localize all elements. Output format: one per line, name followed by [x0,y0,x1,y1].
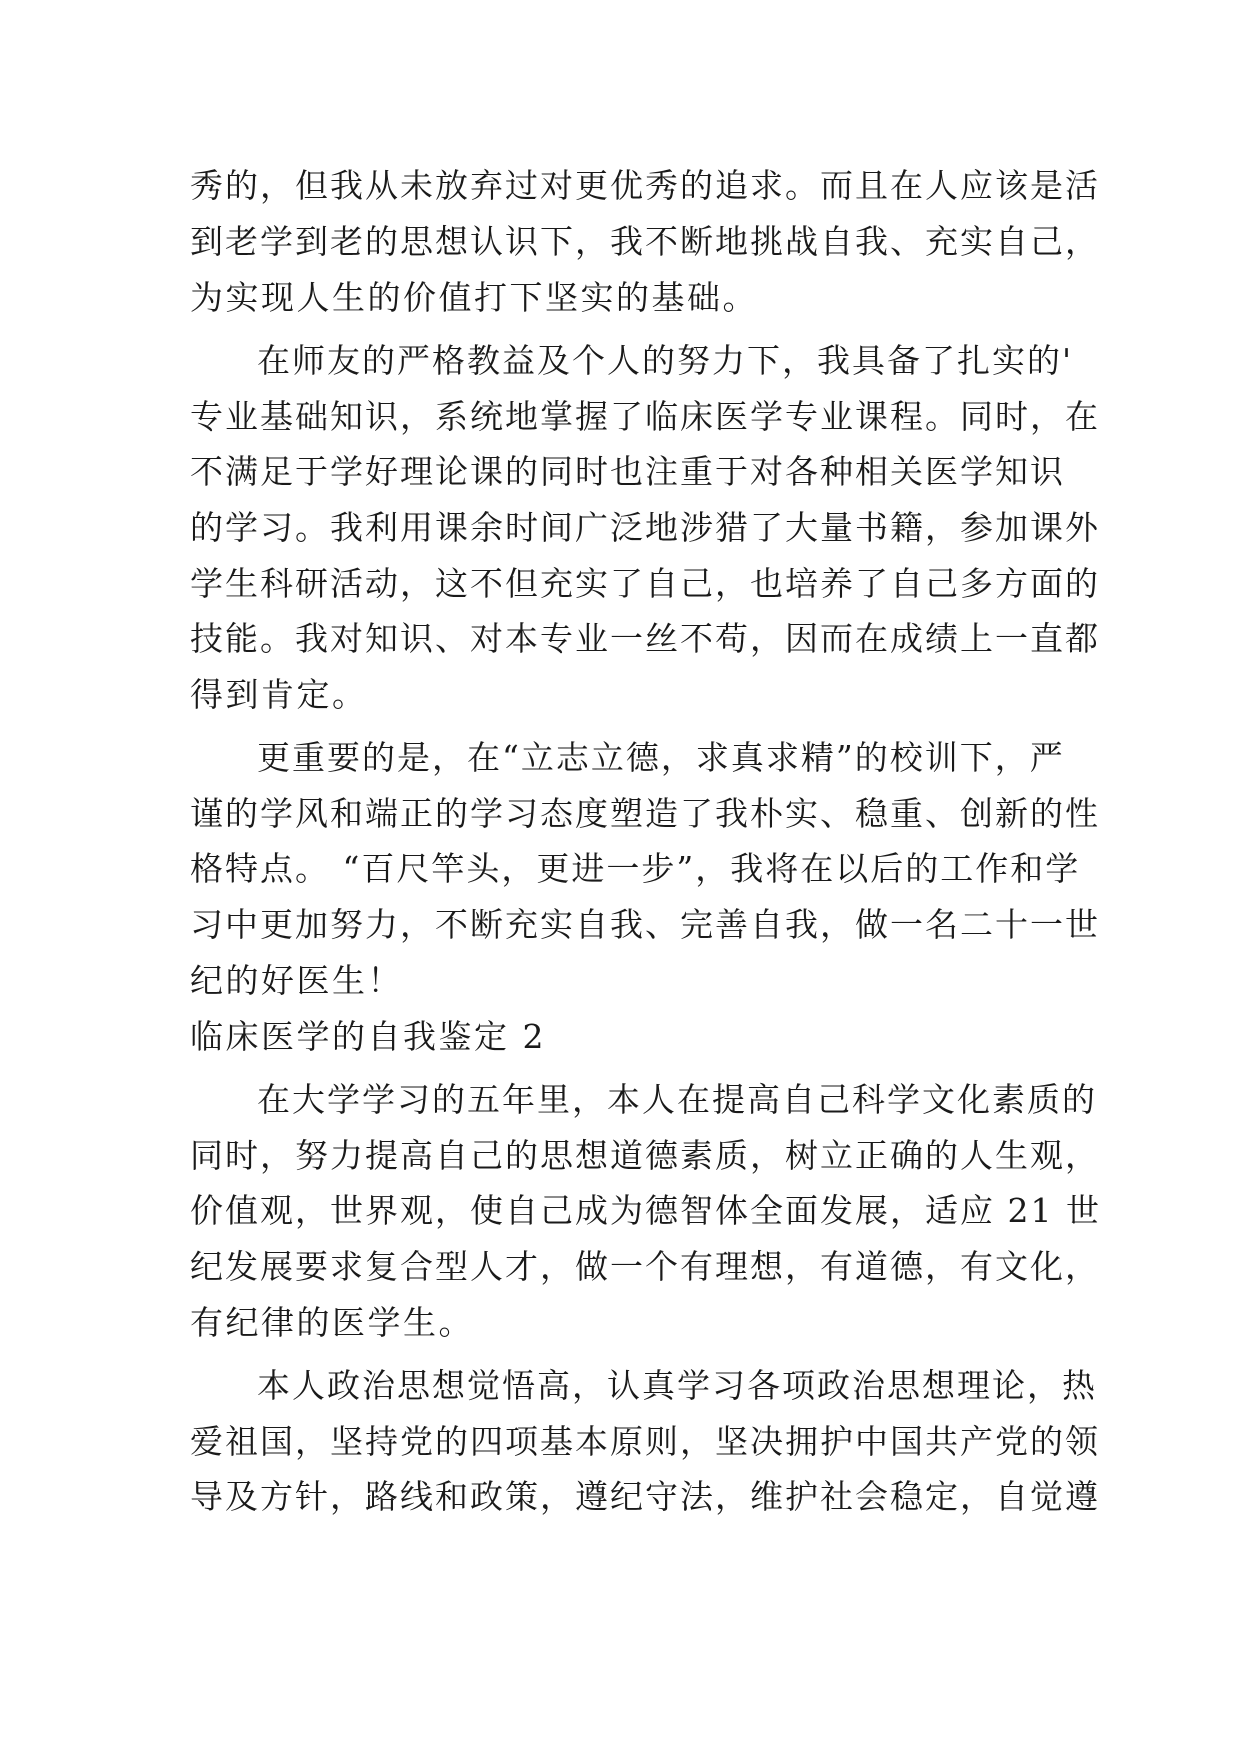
paragraph-line: 专业基础知识，系统地掌握了临床医学专业课程。同时，在 [190,397,1100,436]
paragraph-line: 爱祖国，坚持党的四项基本原则，坚决拥护中国共产党的领 [190,1422,1100,1461]
paragraph-line: 价值观，世界观，使自己成为德智体全面发展，适应 21 世 [190,1191,1101,1230]
paragraph-line: 更重要的是，在“立志立德，求真求精”的校训下，严 [257,738,1065,777]
paragraph-line: 的学习。我利用课余时间广泛地涉猎了大量书籍，参加课外 [190,508,1100,547]
paragraph-line: 本人政治思想觉悟高，认真学习各项政治思想理论，热 [257,1366,1097,1405]
section-heading: 临床医学的自我鉴定 2 [190,1017,546,1056]
paragraph-line: 在师友的严格教益及个人的努力下，我具备了扎实的' [257,341,1074,380]
paragraph-line: 不满足于学好理论课的同时也注重于对各种相关医学知识 [190,452,1065,491]
paragraph-line: 有纪律的医学生。 [190,1303,474,1342]
paragraph-line: 同时，努力提高自己的思想道德素质，树立正确的人生观， [190,1136,1100,1175]
paragraph-line: 纪发展要求复合型人才，做一个有理想，有道德，有文化， [190,1247,1100,1286]
paragraph-line: 习中更加努力，不断充实自我、完善自我，做一名二十一世 [190,905,1100,944]
paragraph-line: 到老学到老的思想认识下，我不断地挑战自我、充实自己， [190,222,1100,261]
paragraph-line: 纪的好医生！ [190,961,403,1000]
paragraph-line: 学生科研活动，这不但充实了自己，也培养了自己多方面的 [190,564,1100,603]
paragraph-line: 秀的，但我从未放弃过对更优秀的追求。而且在人应该是活 [190,166,1100,205]
paragraph-line: 得到肯定。 [190,675,368,714]
paragraph-line: 在大学学习的五年里，本人在提高自己科学文化素质的 [257,1080,1097,1119]
paragraph-line: 格特点。 “百尺竿头，更进一步”，我将在以后的工作和学 [190,849,1081,888]
paragraph-line: 谨的学风和端正的学习态度塑造了我朴实、稳重、创新的性 [190,794,1100,833]
paragraph-line: 技能。我对知识、对本专业一丝不苟，因而在成绩上一直都 [190,619,1100,658]
paragraph-line: 导及方针，路线和政策，遵纪守法，维护社会稳定，自觉遵 [190,1477,1100,1516]
paragraph-line: 为实现人生的价值打下坚实的基础。 [190,278,758,317]
